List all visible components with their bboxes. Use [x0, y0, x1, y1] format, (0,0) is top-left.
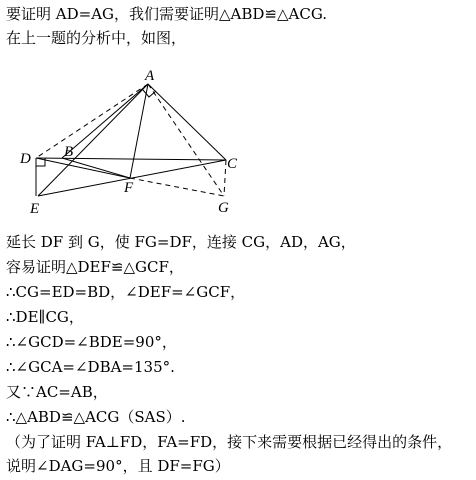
segment-bf	[62, 158, 130, 178]
segment-ad-dashed	[36, 84, 148, 158]
label-f: F	[124, 180, 134, 196]
segment-cg-dashed	[224, 160, 226, 196]
label-c: C	[227, 156, 238, 172]
proof-line-9: （为了证明 FA⊥FD，FA=FD，接下来需要根据已经得出的条件，	[6, 433, 453, 451]
label-a: A	[145, 68, 155, 84]
proof-line-4: ∴DE∥CG，	[6, 308, 84, 326]
segment-fg-dashed	[130, 178, 224, 196]
proof-line-3: ∴CG=ED=BD，∠DEF=∠GCF，	[6, 283, 246, 301]
segment-ag-dashed	[148, 84, 224, 196]
proof-line-6: ∴∠GCA=∠DBA=135°.	[6, 358, 175, 376]
proof-line-8: ∴△ABD≌△ACG（SAS）.	[6, 408, 186, 426]
intro-line-2: 在上一题的分析中，如图，	[6, 29, 187, 47]
proof-line-5: ∴∠GCD=∠BDE=90°，	[6, 333, 177, 351]
label-e: E	[30, 201, 40, 217]
proof-line-2: 容易证明△DEF≌△GCF，	[6, 258, 184, 276]
segment-ac	[148, 84, 226, 160]
proof-line-1: 延长 DF 到 G，使 FG=DF，连接 CG，AD，AG，	[6, 233, 356, 251]
segment-df	[36, 158, 130, 178]
intro-line-1: 要证明 AD=AG，我们需要证明△ABD≌△ACG.	[6, 5, 328, 23]
segment-ab	[62, 84, 148, 158]
segment-af	[130, 84, 148, 178]
label-d: D	[20, 151, 31, 167]
proof-line-10: 说明∠DAG=90°，且 DF=FG）	[6, 457, 230, 475]
proof-line-7: 又∵AC=AB，	[6, 383, 108, 401]
label-b: B	[64, 144, 74, 160]
label-g: G	[218, 200, 229, 216]
